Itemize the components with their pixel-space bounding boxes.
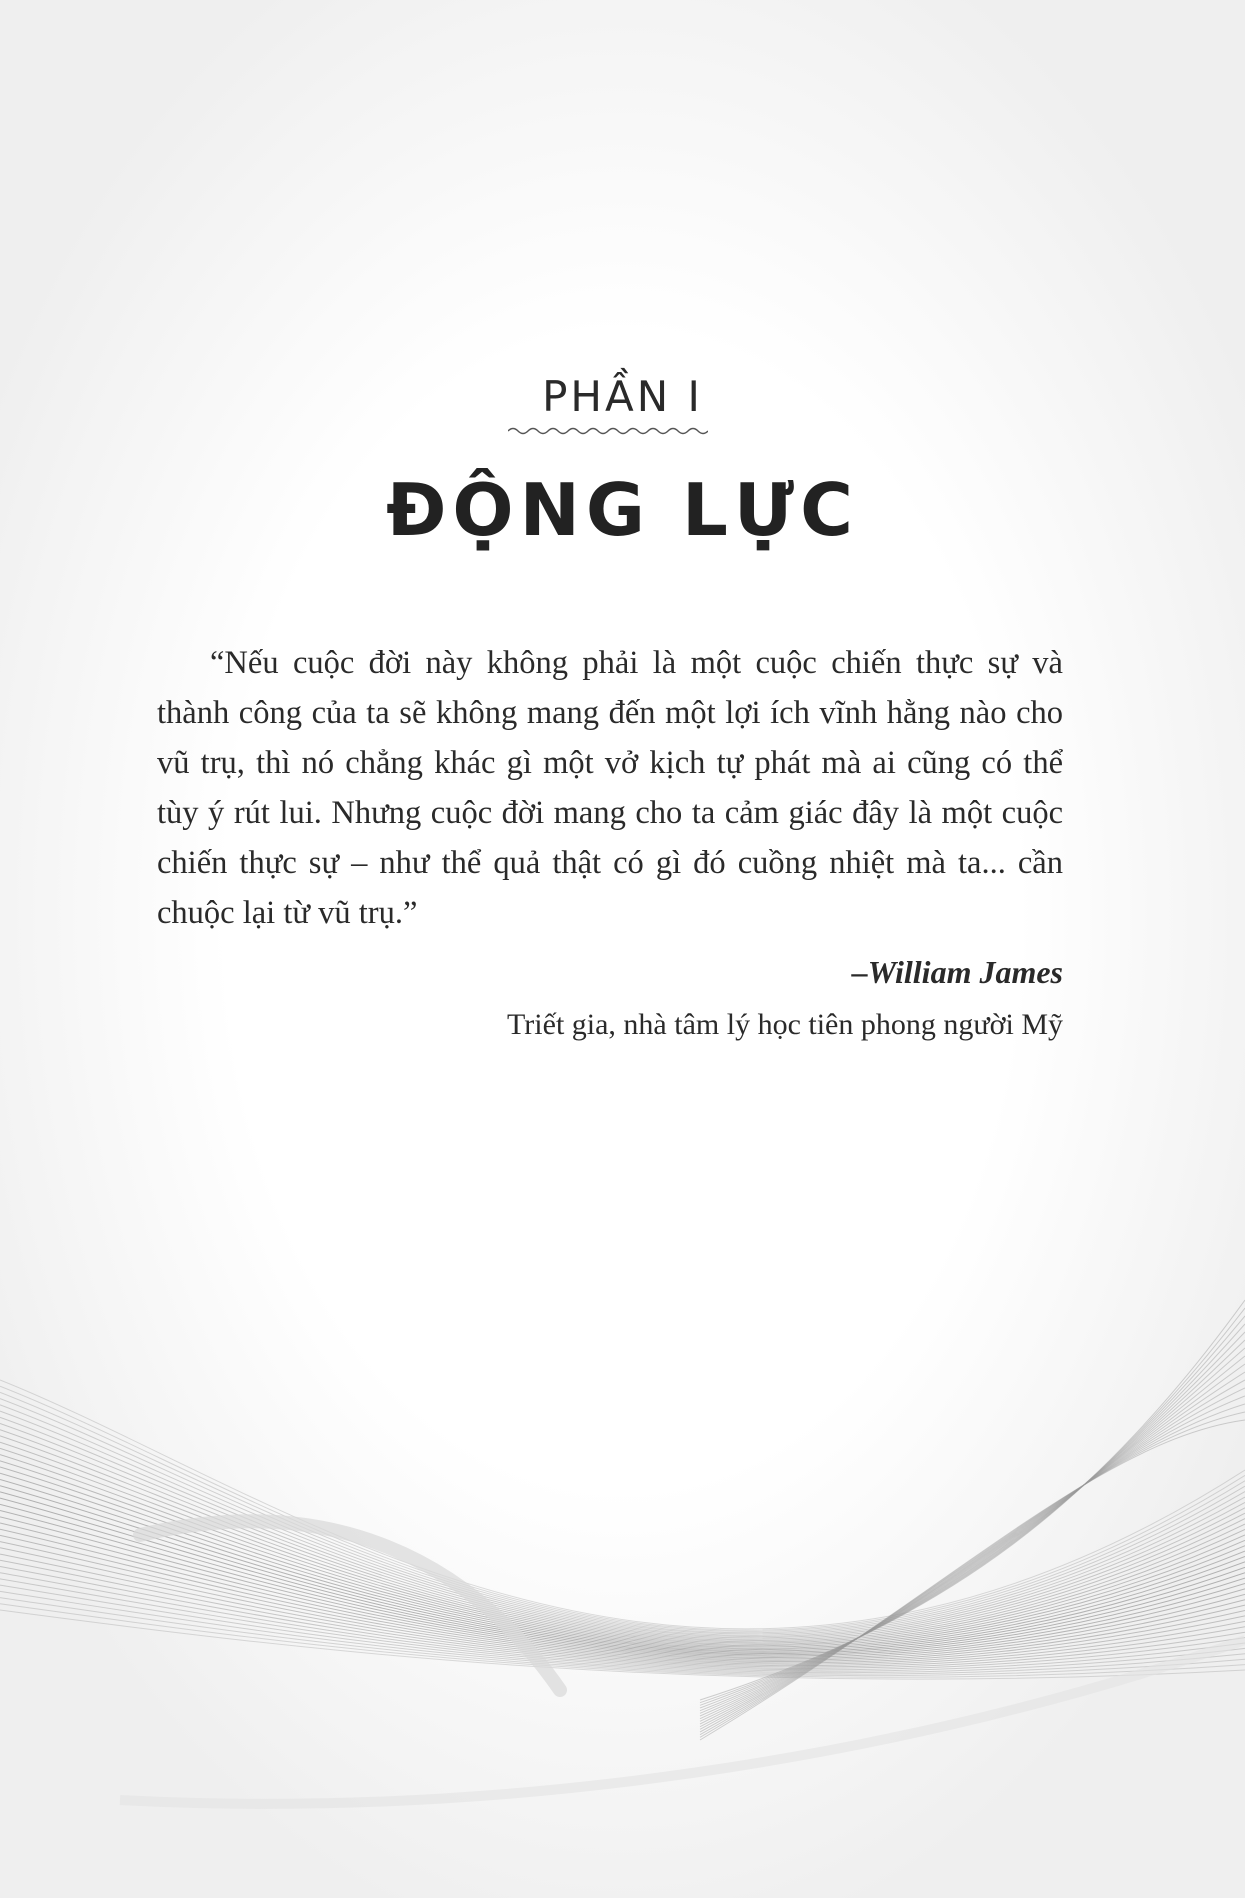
- part-label: PHẦN I: [542, 372, 703, 421]
- wave-line: [700, 1420, 1245, 1740]
- part-title: ĐỘNG LỰC: [386, 468, 859, 552]
- wave-line: [0, 1448, 1245, 1643]
- wavy-underline-divider: [508, 424, 708, 438]
- epigraph-quote: “Nếu cuộc đời này không phải là một cuộc chiến thực sự và thành công của ta sẽ không mang đến một lợi ích vĩnh hằng nào cho vũ trụ, thì nó chẳng khác gì một vở kịch tự phát mà ai cũng có thể tùy ý rút lui. Nhưng cuộc đời mang cho ta cảm giác đây là một cuộc chiến thực sự – như thể quả thật có gì đó cuồng nhiệt mà ta... cần chuộc lại từ vũ trụ.”: [157, 645, 1063, 931]
- author-description: Triết gia, nhà tâm lý học tiên phong người Mỹ: [507, 1008, 1063, 1041]
- quote-author: –William James: [851, 954, 1063, 990]
